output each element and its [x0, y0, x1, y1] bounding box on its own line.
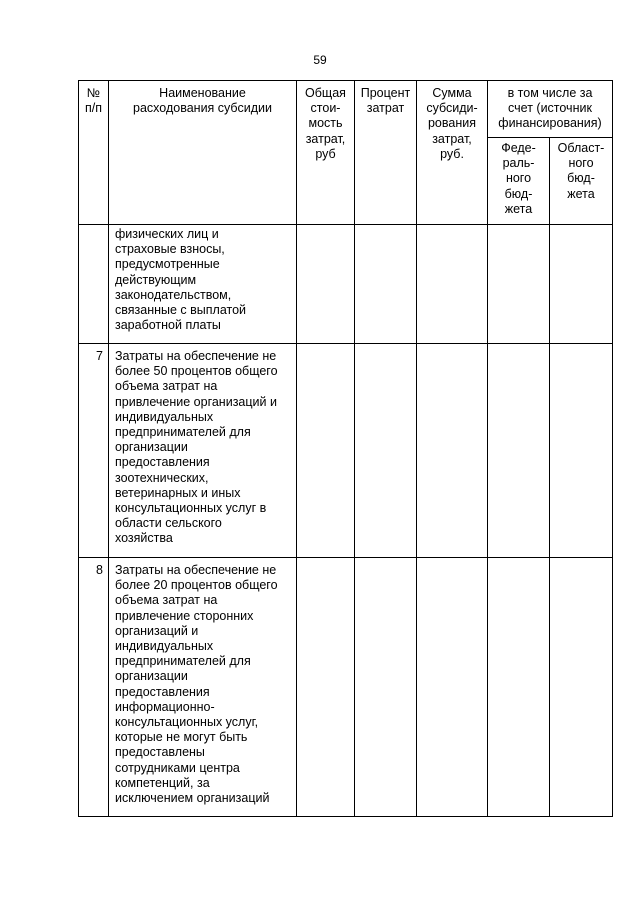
cell-cost-percent [355, 225, 417, 344]
cell-regional-budget [550, 344, 613, 558]
cell-federal-budget [488, 344, 550, 558]
table-row [79, 225, 613, 344]
cell-federal-budget [488, 558, 550, 817]
cell-regional-budget [550, 558, 613, 817]
cell-federal-budget [488, 225, 550, 344]
row-expense-name: Затраты на обеспечение не более 20 процентов общего объема затрат на привлечение сторонних организаций и индивидуальных предпринимателей для организации предоставления информационно- консультационных услуг, которые не могут быть предоставлены сотрудниками центра компетенций, за исключением организаций [109, 558, 297, 817]
cell-subsidy-sum [417, 344, 488, 558]
header-funding-source: в том числе за счет (источник финансирования) [488, 81, 613, 138]
header-cost-percent: Процент затрат [355, 81, 417, 225]
cell-subsidy-sum [417, 558, 488, 817]
subsidy-expenses-table [78, 80, 613, 817]
header-number: № п/п [79, 81, 109, 225]
header-regional-budget: Област- ного бюд- жета [550, 138, 613, 225]
header-subsidy-sum: Сумма субсиди- рования затрат, руб. [417, 81, 488, 225]
header-federal-budget: Феде- раль- ного бюд- жета [488, 138, 550, 225]
row-number: 8 [79, 558, 109, 817]
row-number [79, 225, 109, 344]
cell-total-cost [297, 558, 355, 817]
cell-cost-percent [355, 344, 417, 558]
row-number: 7 [79, 344, 109, 558]
header-total-cost: Общая стои- мость затрат, руб [297, 81, 355, 225]
cell-cost-percent [355, 558, 417, 817]
table-row [79, 344, 613, 558]
cell-regional-budget [550, 225, 613, 344]
row-expense-name: Затраты на обеспечение не более 50 процентов общего объема затрат на привлечение организаций и индивидуальных предпринимателей для организации предоставления зоотехнических, ветеринарных и иных консультационных услуг в области сельского хозяйства [109, 344, 297, 558]
header-expense-name: Наименование расходования субсидии [109, 81, 297, 225]
row-expense-name: физических лиц и страховые взносы, предусмотренные действующим законодательством, связанные с выплатой заработной платы [109, 225, 297, 344]
table-row [79, 558, 613, 817]
page-number: 59 [313, 53, 327, 67]
cell-subsidy-sum [417, 225, 488, 344]
cell-total-cost [297, 344, 355, 558]
cell-total-cost [297, 225, 355, 344]
